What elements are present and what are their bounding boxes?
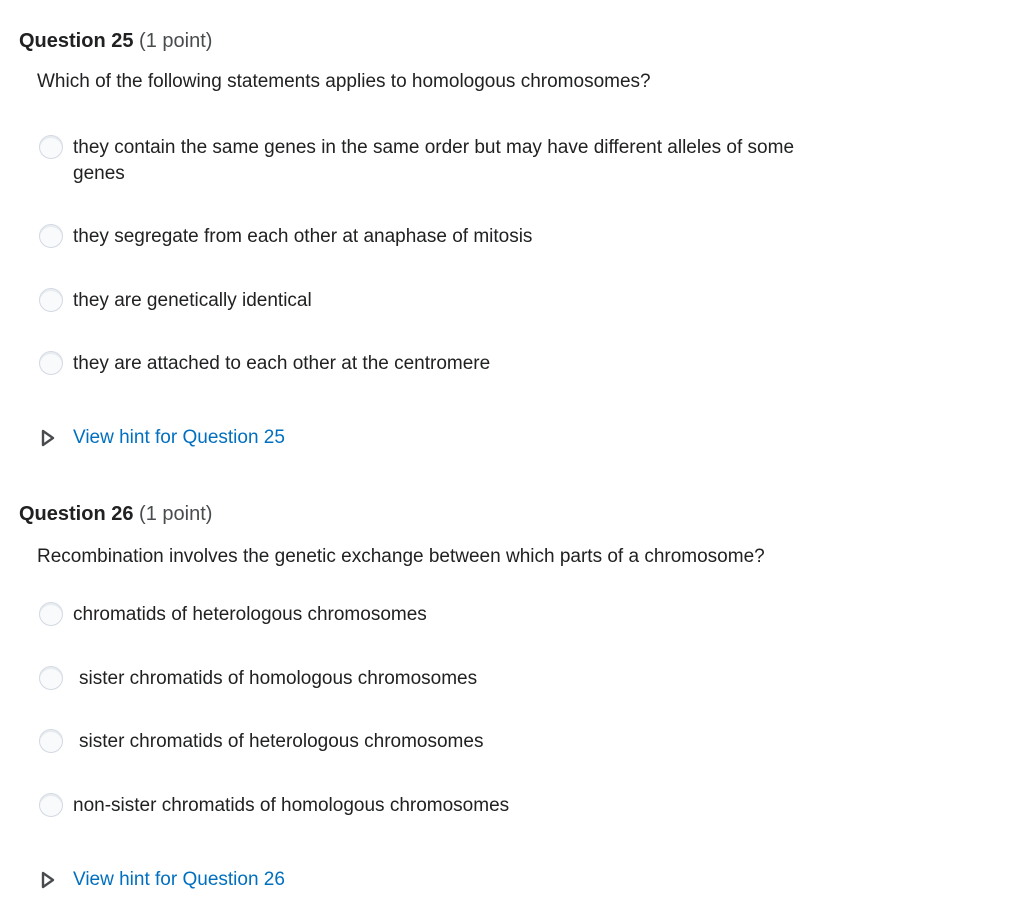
question-number: Question 25 [19, 30, 134, 52]
question-title [19, 29, 212, 53]
radio-button[interactable] [39, 224, 63, 248]
radio-button[interactable] [39, 729, 63, 753]
answer-option-label[interactable]: they contain the same genes in the same order but may have different alleles of some genes [73, 137, 795, 184]
question-title [19, 502, 212, 526]
answer-option-label[interactable]: they segregate from each other at anaphase of mitosis [73, 226, 533, 247]
answer-option-label[interactable]: they are attached to each other at the centromere [73, 353, 491, 374]
radio-button[interactable] [39, 666, 63, 690]
answer-option-label[interactable]: sister chromatids of homologous chromosomes [79, 668, 478, 689]
radio-button[interactable] [39, 288, 63, 312]
hint-link[interactable]: View hint for Question 26 [73, 869, 285, 890]
radio-button[interactable] [39, 602, 63, 626]
radio-button[interactable] [39, 135, 63, 159]
answer-option-label[interactable]: chromatids of heterologous chromosomes [73, 604, 427, 625]
hint-link[interactable]: View hint for Question 25 [73, 427, 285, 448]
question-points: (1 point) [139, 30, 213, 52]
disclosure-triangle-icon[interactable] [40, 870, 56, 890]
answer-option-label[interactable]: non-sister chromatids of homologous chromosomes [73, 795, 510, 816]
question-number: Question 26 [19, 503, 134, 525]
disclosure-triangle-icon[interactable] [40, 428, 56, 448]
answer-option-label[interactable]: they are genetically identical [73, 290, 312, 311]
question-text: Which of the following statements applies to homologous chromosomes? [37, 71, 651, 92]
radio-button[interactable] [39, 793, 63, 817]
question-points: (1 point) [139, 503, 213, 525]
answer-option-label[interactable]: sister chromatids of heterologous chromosomes [79, 731, 484, 752]
radio-button[interactable] [39, 351, 63, 375]
question-text: Recombination involves the genetic exchange between which parts of a chromosome? [37, 546, 765, 567]
